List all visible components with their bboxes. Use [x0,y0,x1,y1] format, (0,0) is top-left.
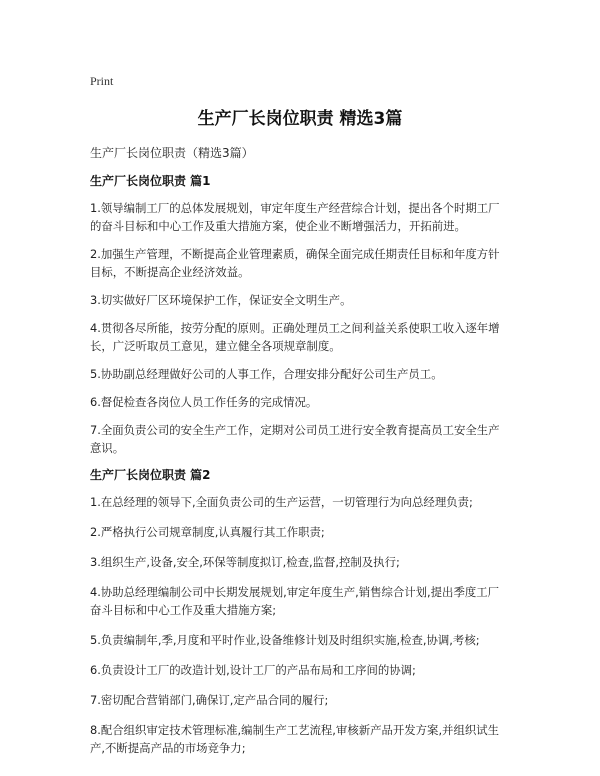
document-title: 生产厂长岗位职责 精选3篇 [197,109,403,129]
paragraph: 2.加强生产管理，不断提高企业管理素质，确保全面完成任期责任目标和年度方针目标，不断提高企业经济效益。 [90,247,500,279]
paragraph: 7.密切配合营销部门,确保订,定产品合同的履行; [90,693,329,707]
paragraph: 1.在总经理的领导下,全面负责公司的生产运营，一切管理行为向总经理负责; [90,495,473,509]
print-link[interactable]: Print [90,74,114,88]
document-subtitle: 生产厂长岗位职责（精选3篇） [90,146,254,160]
paragraph: 7.全面负责公司的安全生产工作，定期对公司员工进行安全教育提高员工安全生产意识。 [90,423,500,455]
section-2 [90,467,510,757]
paragraph: 1.领导编制工厂的总体发展规划，审定年度生产经营综合计划，提出各个时期工厂的奋斗目标和中心工作及重大措施方案，使企业不断增强活力，开拓前进。 [90,201,500,233]
paragraph: 5.协助副总经理做好公司的人事工作，合理安排分配好公司生产员工。 [90,367,443,381]
paragraph: 3.切实做好厂区环境保护工作，保证安全文明生产。 [90,293,352,307]
paragraph: 8.配合组织审定技术管理标准,编制生产工艺流程,审核新产品开发方案,并组织试生产,不断提高产品的市场竞争力; [90,723,500,755]
paragraph: 5.负责编制年,季,月度和平时作业,设备维修计划及时组织实施,检查,协调,考核; [90,633,480,647]
section-heading: 生产厂长岗位职责 篇1 [90,174,211,188]
section-1 [90,173,510,457]
paragraph: 6.督促检查各岗位人员工作任务的完成情况。 [90,395,318,409]
paragraph: 4.协助总经理编制公司中长期发展规划,审定年度生产,销售综合计划,提出季度工厂奋斗目标和中心工作及重大措施方案; [90,585,500,617]
paragraph: 6.负责设计工厂的改造计划,设计工厂的产品布局和工序间的协调; [90,663,416,677]
section-heading: 生产厂长岗位职责 篇2 [90,468,211,482]
paragraph: 3.组织生产,设备,安全,环保等制度拟订,检查,监督,控制及执行; [90,555,400,569]
paragraph: 4.贯彻各尽所能，按劳分配的原则。正确处理员工之间利益关系使职工收入逐年增长，广泛听取员工意见，建立健全各项规章制度。 [90,321,500,353]
paragraph: 2.严格执行公司规章制度,认真履行其工作职责; [90,525,325,539]
